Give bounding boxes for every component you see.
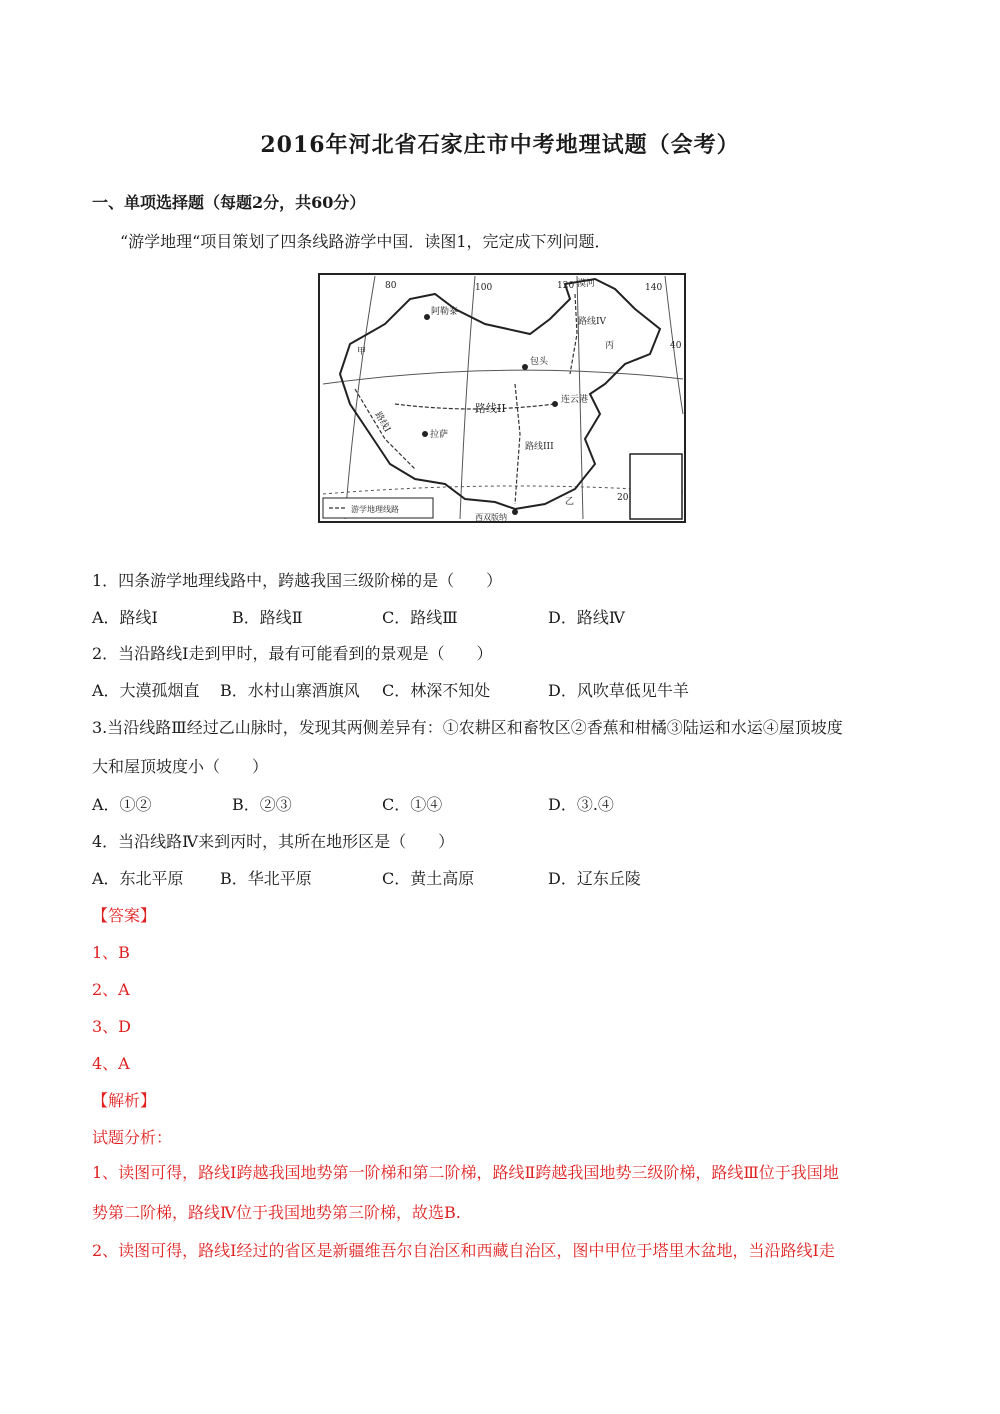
- q2-option-c: C．林深不知处: [382, 681, 491, 700]
- q4-option-d: D．辽东丘陵: [548, 869, 641, 888]
- map-label-route1: 路线I: [372, 410, 392, 435]
- question-2-stem: 2．当沿路线Ⅰ走到甲时，最有可能看到的景观是（ ）: [92, 644, 493, 663]
- question-3-stem-cont: 大和屋顶坡度小（ ）: [92, 757, 269, 776]
- question-3-stem: 3.当沿线路Ⅲ经过乙山脉时，发现其两侧差异有：①农耕区和畜牧区②香蕉和柑橘③陆运和水运④屋顶坡度: [92, 718, 843, 737]
- analysis-subheading: 试题分析：: [92, 1128, 173, 1147]
- q1-option-d: D．路线Ⅳ: [548, 608, 625, 627]
- map-label-lianyungang: 连云港: [561, 395, 589, 405]
- section-heading: 一、单项选择题（每题2分，共60分）: [92, 193, 366, 212]
- q3-option-a: A．①②: [92, 795, 152, 814]
- analysis-line-1: 1、读图可得，路线Ⅰ跨越我国地势第一阶梯和第二阶梯，路线Ⅱ跨越我国地势三级阶梯，路线Ⅲ位于我国地: [92, 1163, 839, 1182]
- answer-3: 3、D: [92, 1017, 132, 1036]
- q1-option-b: B．路线Ⅱ: [232, 608, 303, 627]
- q3-option-d: D．③.④: [548, 795, 614, 814]
- map-label-bing: 丙: [605, 341, 615, 351]
- map-label-mohe: 漠河: [577, 279, 596, 289]
- q3-option-c: C．①④: [382, 795, 443, 814]
- map-label-route2: 路线II: [475, 402, 506, 415]
- analysis-line-2: 势第二阶梯，路线Ⅳ位于我国地势第三阶梯，故选B.: [92, 1203, 461, 1222]
- map-legend-label: 游学地理线路: [351, 505, 399, 514]
- q4-option-c: C．黄土高原: [382, 869, 475, 888]
- q4-option-a: A．东北平原: [92, 869, 184, 888]
- analysis-header: 【解析】: [92, 1091, 157, 1110]
- map-label-xishuangbanna: 西双版纳: [475, 513, 507, 522]
- q4-option-b: B．华北平原: [220, 869, 312, 888]
- map-label-lon140: 140: [645, 283, 663, 293]
- map-label-route4: 路线IV: [578, 317, 607, 327]
- china-route-map: [315, 264, 690, 526]
- analysis-line-3: 2、读图可得，路线Ⅰ经过的省区是新疆维吾尔自治区和西藏自治区，图中甲位于塔里木盆地，当沿路线Ⅰ走: [92, 1241, 835, 1260]
- map-label-lon80: 80: [385, 281, 397, 291]
- map-label-lon120: 120: [557, 281, 575, 291]
- map-label-altai: 阿勒泰: [431, 307, 459, 317]
- map-label-baotou: 包头: [530, 357, 549, 367]
- map-label-yi: 乙: [565, 497, 575, 507]
- question-1-stem: 1．四条游学地理线路中，跨越我国三级阶梯的是（ ）: [92, 571, 503, 590]
- map-label-lhasa: 拉萨: [430, 430, 449, 440]
- answer-2: 2、A: [92, 980, 130, 999]
- map-label-route3: 路线III: [525, 442, 554, 452]
- answer-1: 1、B: [92, 943, 130, 962]
- page-title: 2016年河北省石家庄市中考地理试题（会考）: [260, 132, 740, 158]
- answer-header: 【答案】: [92, 906, 157, 925]
- map-label-lon100: 100: [475, 283, 493, 293]
- map-label-lat20: 20: [617, 493, 629, 503]
- q2-option-d: D．风吹草低见牛羊: [548, 681, 689, 700]
- q3-option-b: B．②③: [232, 795, 292, 814]
- q1-option-a: A．路线Ⅰ: [92, 608, 158, 627]
- map-label-lat40: 40: [670, 341, 682, 351]
- q1-option-c: C．路线Ⅲ: [382, 608, 458, 627]
- question-4-stem: 4．当沿线路Ⅳ来到丙时，其所在地形区是（ ）: [92, 832, 455, 851]
- answer-4: 4、A: [92, 1054, 130, 1073]
- map-label-jia: 甲: [357, 347, 367, 357]
- q2-option-a: A．大漠孤烟直: [92, 681, 200, 700]
- q2-option-b: B．水村山寨酒旗风: [220, 681, 360, 700]
- intro-text: “游学地理“项目策划了四条线路游学中国．读图1，完定成下列问题．: [120, 232, 611, 251]
